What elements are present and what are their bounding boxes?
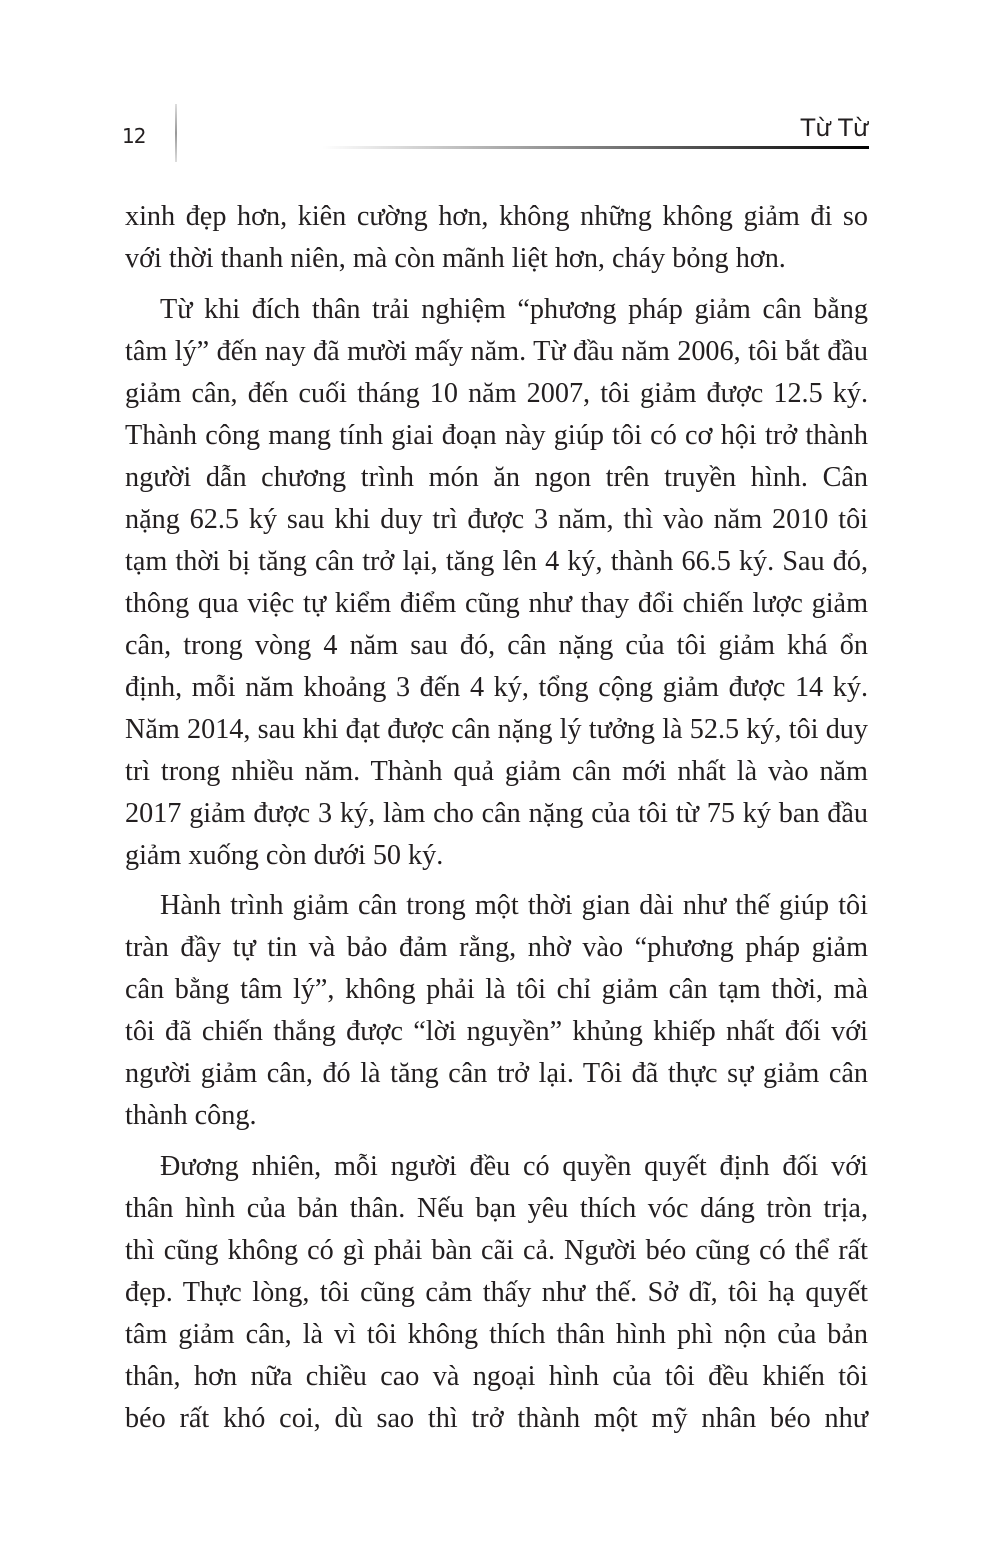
text-line: Đương nhiên, mỗi người đều có quyền quyết định đối với [160,1150,868,1182]
text-line: tôi đã chiến thắng được “lời nguyền” khủng khiếp nhất đối với [125,1016,868,1047]
text-line: người dẫn chương trình món ăn ngon trên truyền hình. Cân [125,461,868,493]
text-line: thông qua việc tự kiểm điểm cũng như thay đổi chiến lược giảm [125,587,868,619]
text-line: 2017 giảm được 3 ký, làm cho cân nặng của tôi từ 75 ký ban đầu [125,797,868,829]
text-line: béo rất khó coi, dù sao thì trở thành một mỹ nhân béo như [125,1402,868,1434]
text-line: người giảm cân, đó là tăng cân trở lại. Tôi đã thực sự giảm cân [125,1058,868,1089]
page-number: 12 [122,124,146,148]
text-line: tạm thời bị tăng cân trở lại, tăng lên 4 ký, thành 66.5 ký. Sau đó, [125,545,868,577]
text-line: Từ khi đích thân trải nghiệm “phương pháp giảm cân bằng [160,293,868,325]
text-line: Năm 2014, sau khi đạt được cân nặng lý tưởng là 52.5 ký, tôi duy [125,713,868,745]
text-line: tâm giảm cân, là vì tôi không thích thân hình phì nộn của bản [125,1318,868,1350]
text-line: giảm xuống còn dưới 50 ký. [125,839,444,871]
text-line: thì cũng không có gì phải bàn cãi cả. Người béo cũng có thể rất [125,1234,868,1266]
text-line: giảm cân, đến cuối tháng 10 năm 2007, tôi giảm được 12.5 ký. [125,377,868,409]
text-line: thân hình của bản thân. Nếu bạn yêu thích vóc dáng tròn trịa, [125,1192,868,1224]
paragraph [125,196,868,280]
text-line: cân, trong vòng 4 năm sau đó, cân nặng của tôi giảm khá ổn [125,629,868,661]
text-line: định, mỗi năm khoảng 3 đến 4 ký, tổng cộng giảm được 14 ký. [125,671,868,703]
paragraph [125,289,868,877]
text-line: cân bằng tâm lý”, không phải là tôi chỉ giảm cân tạm thời, mà [125,974,868,1005]
text-line: Thành công mang tính giai đoạn này giúp tôi có cơ hội trở thành [125,419,868,451]
running-title: Từ Từ [800,114,868,142]
text-line: tràn đầy tự tin và bảo đảm rằng, nhờ vào “phương pháp giảm [125,932,868,963]
paragraph [125,885,868,1137]
text-line: thân, hơn nữa chiều cao và ngoại hình của tôi đều khiến tôi [125,1360,868,1392]
text-line: nặng 62.5 ký sau khi duy trì được 3 năm, thì vào năm 2010 tôi [125,503,868,535]
text-line: trì trong nhiều năm. Thành quả giảm cân mới nhất là vào năm [125,755,868,787]
text-line: thành công. [125,1100,257,1131]
text-line: xinh đẹp hơn, kiên cường hơn, không những không giảm đi so [125,201,868,232]
text-line: đẹp. Thực lòng, tôi cũng cảm thấy như thế. Sở dĩ, tôi hạ quyết [125,1276,868,1308]
header-rule [322,146,869,149]
text-line: tâm lý” đến nay đã mười mấy năm. Từ đầu năm 2006, tôi bắt đầu [125,335,868,367]
text-line: Hành trình giảm cân trong một thời gian dài như thế giúp tôi [160,890,868,921]
header-vertical-divider [175,104,177,162]
page-body [125,196,868,1448]
text-line: với thời thanh niên, mà còn mãnh liệt hơn, cháy bỏng hơn. [125,243,786,274]
paragraph [125,1146,868,1440]
